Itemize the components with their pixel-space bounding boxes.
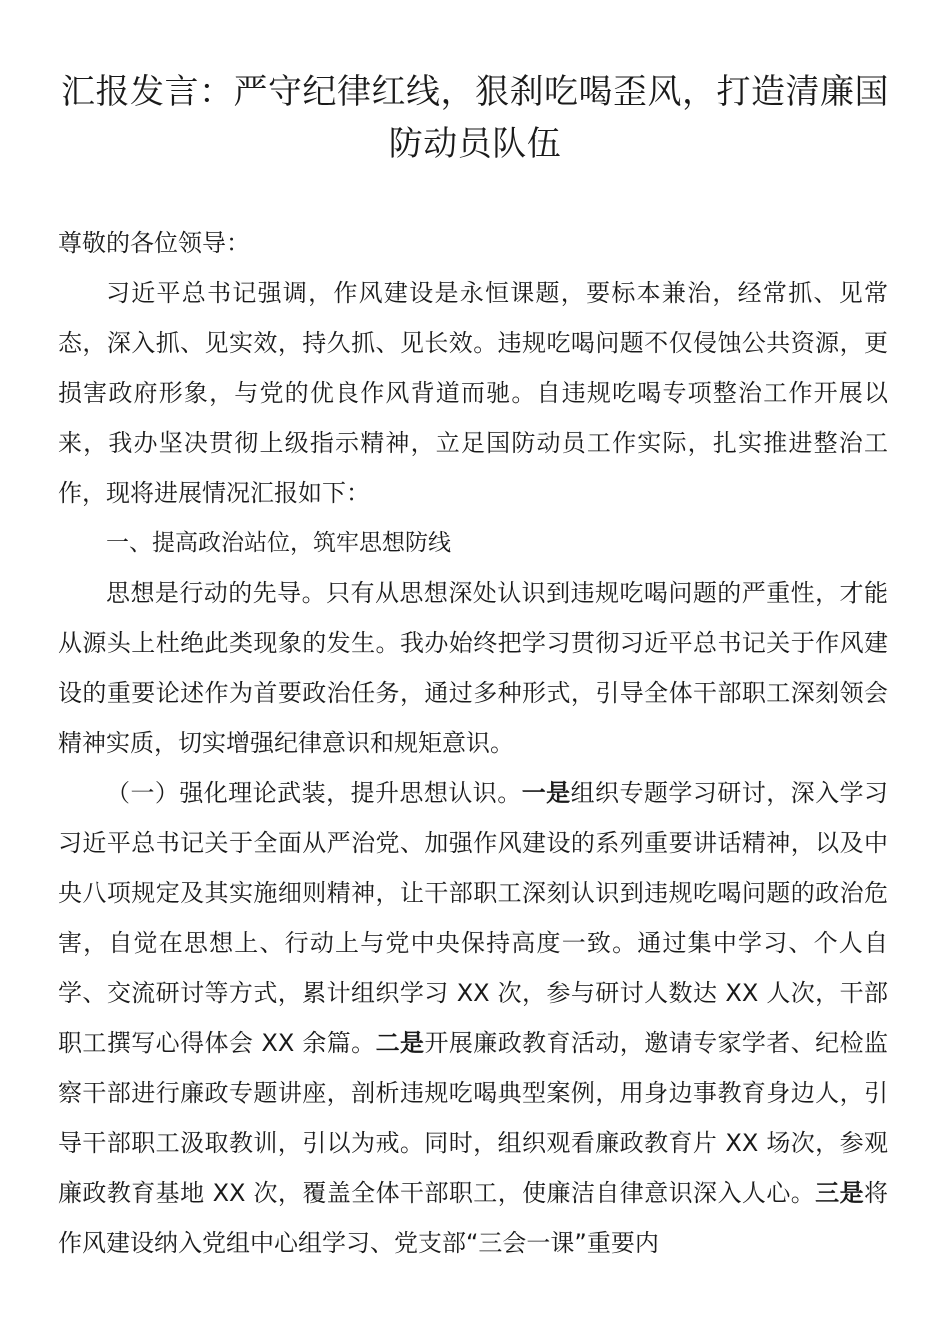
point-2-text: 开展廉政教育活动，邀请专家学者、纪检监察干部进行廉政专题讲座，剖析违规吃喝典型案例，用身边事教育身边人，引导干部职工汲取教训，引以为戒。同时，组织观看廉政教育片 XX 场次，参观廉政教育基地 XX 次，覆盖全体干部职工，使廉洁自律意识深入人心。 <box>58 1029 889 1207</box>
subsection-1-paragraph <box>58 768 888 1268</box>
point-1-label: 一是 <box>521 779 571 807</box>
document-title: 汇报发言：严守纪律红线，狠刹吃喝歪风，打造清廉国防动员队伍 <box>61 72 889 164</box>
section-1-paragraph: 思想是行动的先导。只有从思想深处认识到违规吃喝问题的严重性，才能从源头上杜绝此类现象的发生。我办始终把学习贯彻习近平总书记关于作风建设的重要论述作为首要政治任务，通过多种形式，引导全体干部职工深刻领会精神实质，切实增强纪律意识和规矩意识。 <box>58 579 888 757</box>
point-3-text: 将作风建设纳入党组中心组学习、党支部“三会一课”重要内 <box>58 1179 889 1257</box>
section-heading-1: 一、提高政治站位，筑牢思想防线 <box>106 530 451 556</box>
point-3-label: 三是 <box>815 1179 865 1207</box>
intro-paragraph: 习近平总书记强调，作风建设是永恒课题，要标本兼治，经常抓、见常态，深入抓、见实效，持久抓、见长效。违规吃喝问题不仅侵蚀公共资源，更损害政府形象，与党的优良作风背道而驰。自违规吃喝专项整治工作开展以来，我办坚决贯彻上级指示精神，立足国防动员工作实际，扎实推进整治工作，现将进展情况汇报如下： <box>58 279 888 507</box>
document-body <box>58 218 888 1268</box>
salutation: 尊敬的各位领导： <box>58 229 250 257</box>
point-1-text: 组织专题学习研讨，深入学习习近平总书记关于全面从严治党、加强作风建设的系列重要讲话精神，以及中央八项规定及其实施细则精神，让干部职工深刻认识到违规吃喝问题的政治危害，自觉在思想上、行动上与党中央保持高度一致。通过集中学习、个人自学、交流研讨等方式，累计组织学习 XX 次，参与研讨人数达 XX 人次，干部职工撰写心得体会 XX 余篇。 <box>58 779 889 1057</box>
point-2-label: 二是 <box>375 1029 425 1057</box>
subsection-1-heading: （一）强化理论武装，提升思想认识。 <box>106 779 522 807</box>
